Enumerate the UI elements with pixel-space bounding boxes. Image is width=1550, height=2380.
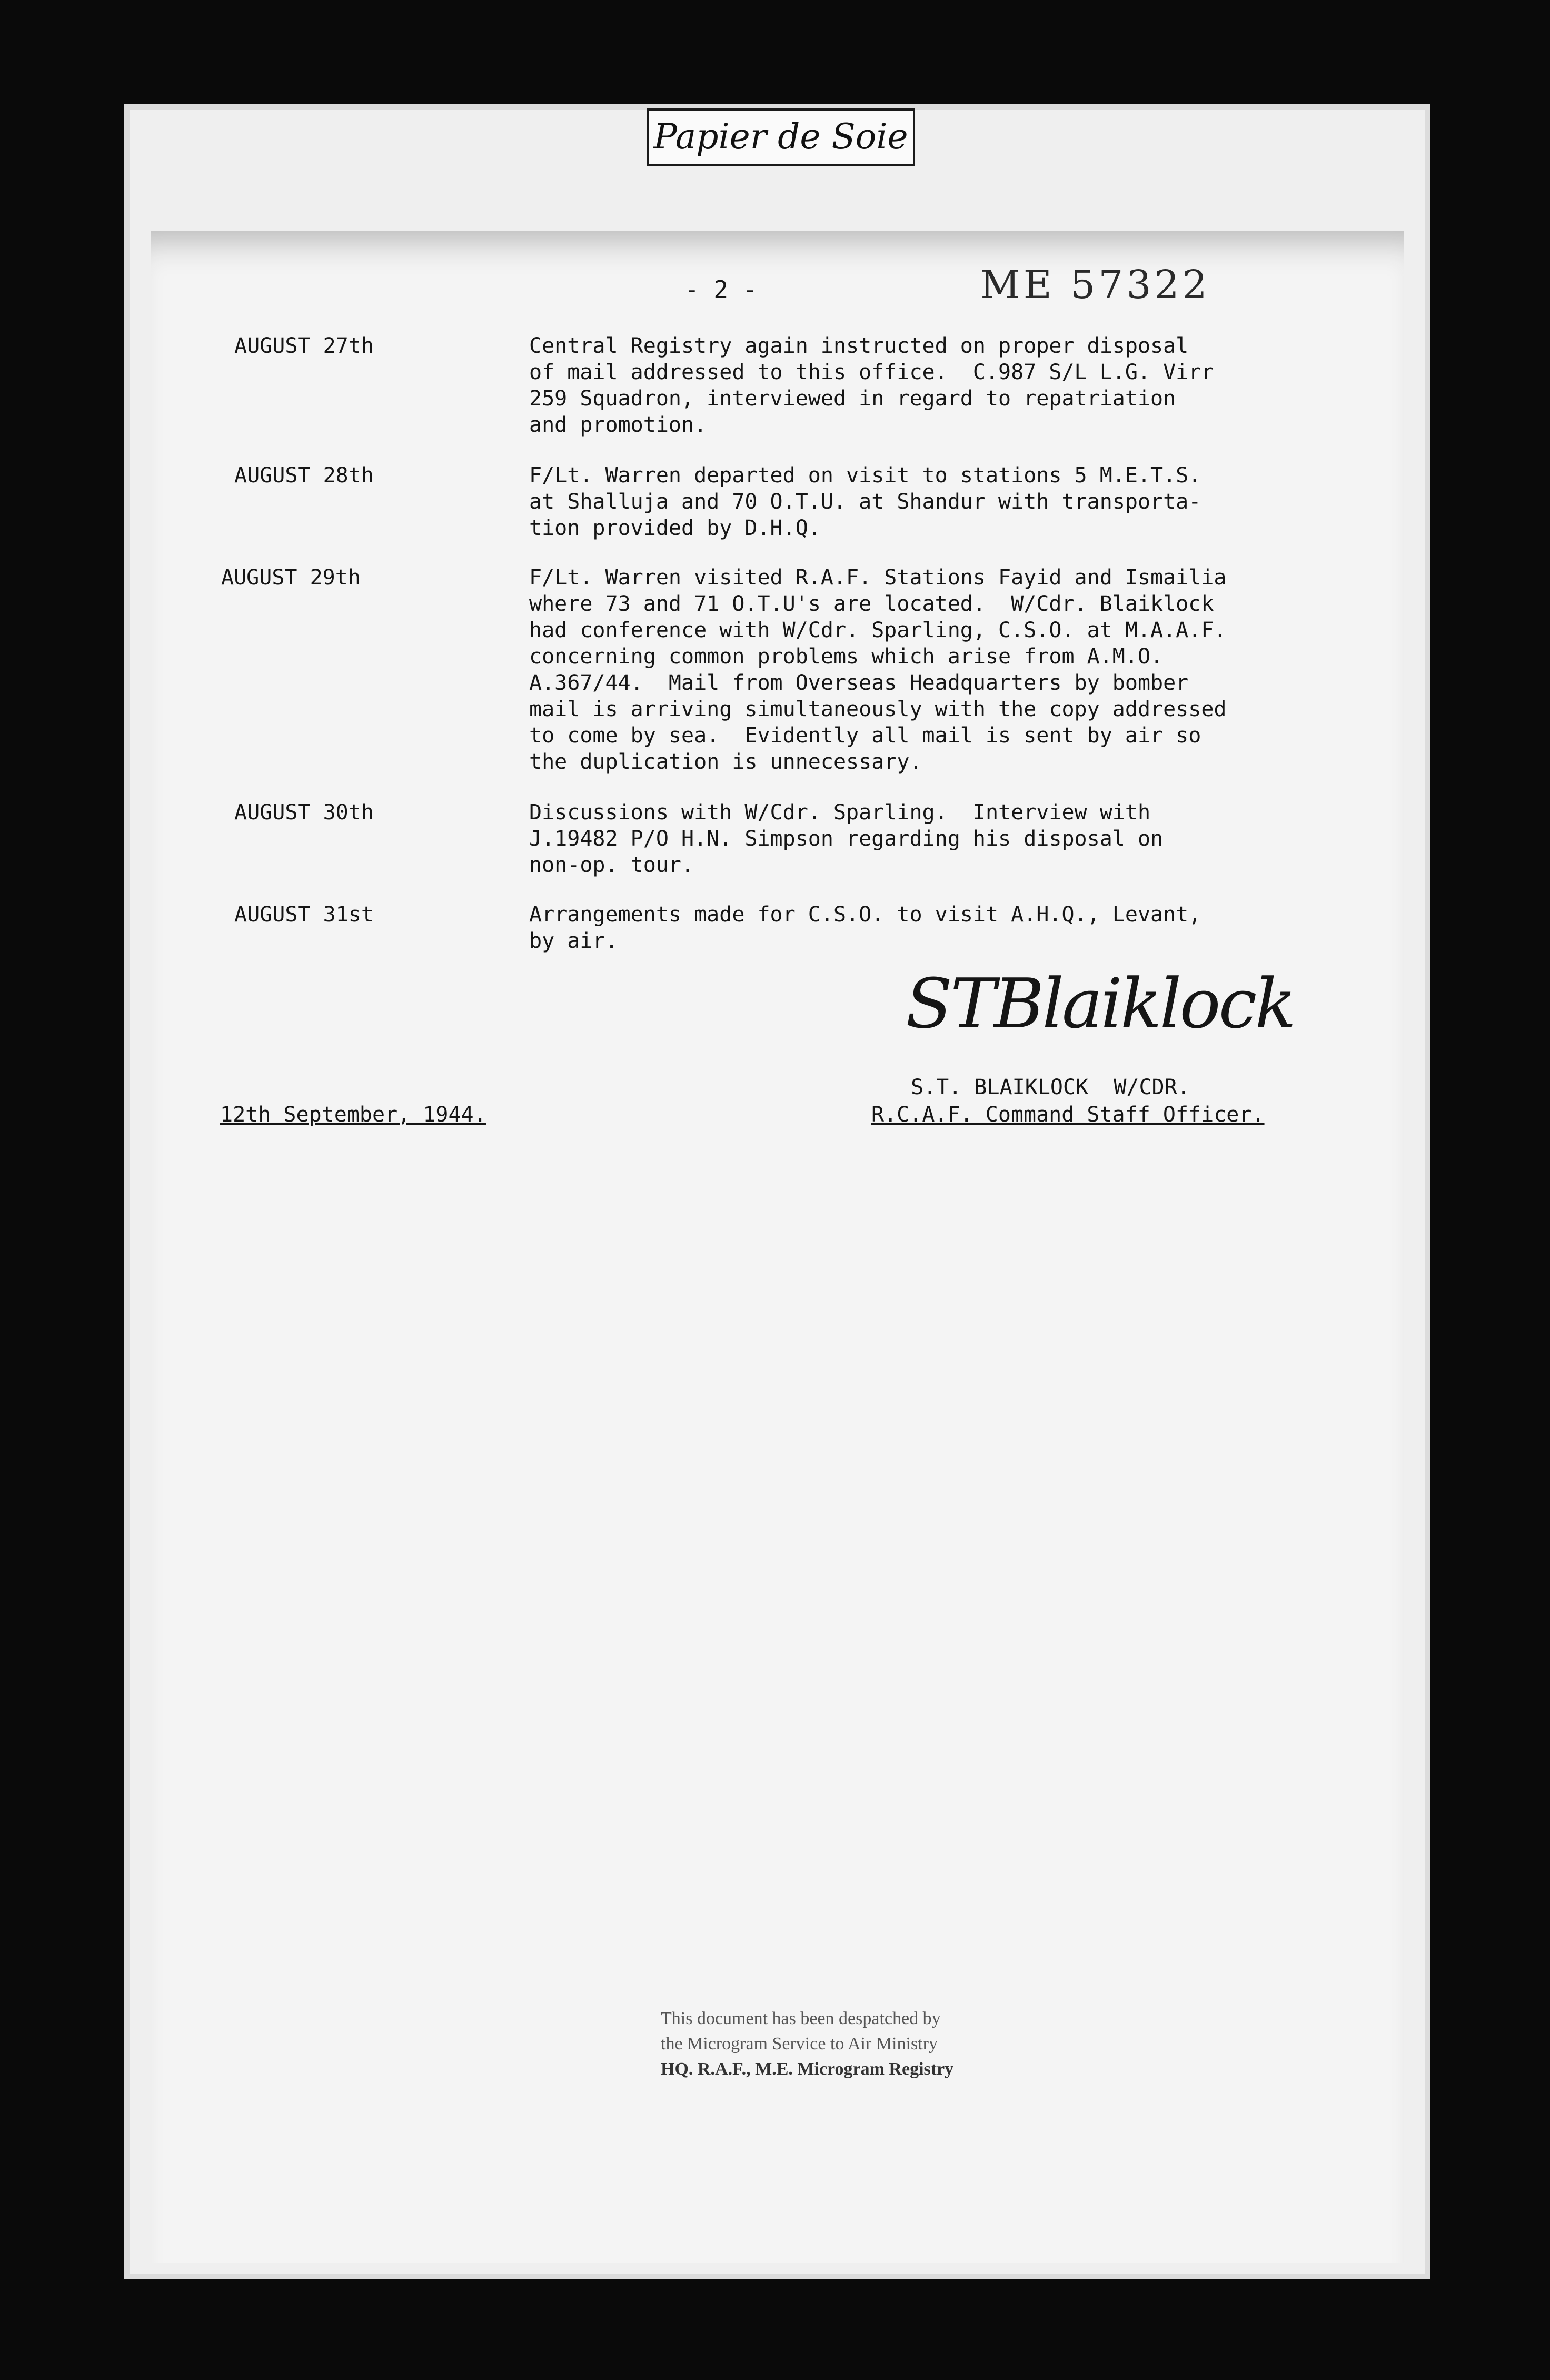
entry-date: AUGUST 29th (221, 566, 361, 590)
entry-line: A.367/44. Mail from Overseas Headquarters by bomber (529, 671, 1189, 695)
entry-line: had conference with W/Cdr. Sparling, C.S.O. at M.A.A.F. (529, 618, 1227, 642)
despatch-line: HQ. R.A.F., M.E. Microgram Registry (661, 2059, 954, 2079)
entry-line: at Shalluja and 70 O.T.U. at Shandur with transporta- (529, 490, 1201, 514)
entry-line: the duplication is unnecessary. (529, 750, 922, 774)
entry-date: AUGUST 30th (234, 800, 374, 825)
entry-line: Arrangements made for C.S.O. to visit A.H.Q., Levant, (529, 903, 1201, 927)
entry-date: AUGUST 31st (234, 903, 374, 927)
reference-stamp: ME 57322 (980, 262, 1210, 308)
entry-line: F/Lt. Warren visited R.A.F. Stations Fayid and Ismailia (529, 566, 1227, 590)
entry-line: tion provided by D.H.Q. (529, 516, 821, 540)
entry-line: where 73 and 71 O.T.U's are located. W/Cdr. Blaiklock (529, 592, 1214, 616)
entry-line: J.19482 P/O H.N. Simpson regarding his disposal on (529, 827, 1164, 851)
despatch-line: This document has been despatched by (661, 2009, 941, 2028)
page-number: - 2 - (684, 275, 758, 304)
handwritten-signature: STBlaiklock (906, 964, 1295, 1044)
document-date: 12th September, 1944. (220, 1103, 486, 1127)
entry-line: non-op. tour. (529, 853, 694, 877)
signatory-name: S.T. BLAIKLOCK W/CDR. (911, 1075, 1190, 1099)
entry-line: Central Registry again instructed on proper disposal (529, 334, 1189, 358)
despatch-line: the Microgram Service to Air Ministry (661, 2034, 938, 2054)
entry-line: and promotion. (529, 413, 707, 437)
microgram-despatch-stamp (661, 2006, 1040, 2082)
entry-line: concerning common problems which arise from A.M.O. (529, 644, 1164, 669)
entry-line: F/Lt. Warren departed on visit to stations 5 M.E.T.S. (529, 463, 1201, 488)
entry-date: AUGUST 27th (234, 334, 374, 358)
entry-date: AUGUST 28th (234, 463, 374, 488)
signatory-title: R.C.A.F. Command Staff Officer. (871, 1103, 1265, 1127)
entry-line: by air. (529, 929, 618, 953)
entry-line: of mail addressed to this office. C.987 S/L L.G. Virr (529, 360, 1214, 384)
entry-line: 259 Squadron, interviewed in regard to repatriation (529, 386, 1176, 411)
entry-line: mail is arriving simultaneously with the copy addressed (529, 697, 1227, 721)
entry-line: Discussions with W/Cdr. Sparling. Interview with (529, 800, 1151, 825)
folder-tab-label: Papier de Soie (647, 108, 915, 166)
entry-line: to come by sea. Evidently all mail is sent by air so (529, 723, 1201, 748)
document-frame (124, 104, 1430, 2279)
